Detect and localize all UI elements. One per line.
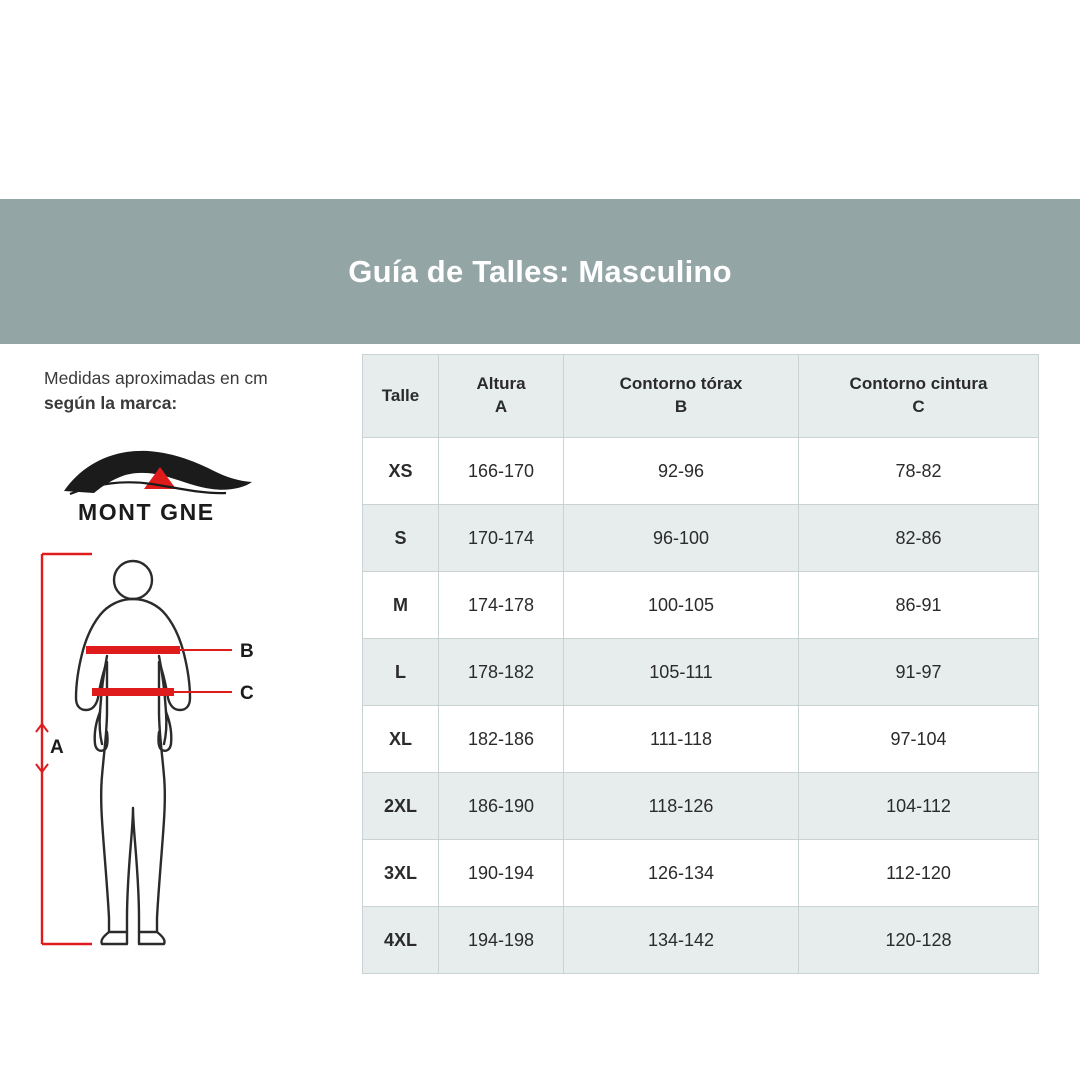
table-row: XL 182-186 111-118 97-104 — [363, 706, 1039, 773]
montagne-logo — [56, 447, 266, 537]
table-row: M 174-178 100-105 86-91 — [363, 572, 1039, 639]
measurement-note — [44, 366, 344, 537]
table-row: 3XL 190-194 126-134 112-120 — [363, 840, 1039, 907]
waist-measure-band — [92, 688, 174, 696]
table-row: S 170-174 96-100 82-86 — [363, 505, 1039, 572]
column-header-contorno-torax: Contorno tórax B — [564, 355, 799, 438]
measurement-note-line-2: según la marca: — [44, 393, 178, 414]
table-header-row — [363, 355, 1039, 438]
column-header-altura: Altura A — [439, 355, 564, 438]
label-a: A — [50, 737, 64, 758]
montagne-wordmark: MONT GNE — [78, 498, 215, 525]
height-bracket — [36, 554, 92, 944]
chest-measure-band — [86, 646, 180, 654]
table-row: L 178-182 105-111 91-97 — [363, 639, 1039, 706]
column-header-contorno-cintura: Contorno cintura C — [799, 355, 1039, 438]
table-row: 4XL 194-198 134-142 120-128 — [363, 907, 1039, 974]
page-title: Guía de Talles: Masculino — [348, 253, 732, 289]
body-figure-svg — [20, 536, 300, 956]
body-measurement-diagram — [20, 536, 300, 956]
size-chart-table — [362, 354, 1038, 974]
measurement-note-line-1: Medidas aproximadas en cm — [44, 368, 268, 388]
table-row: 2XL 186-190 118-126 104-112 — [363, 773, 1039, 840]
page-header-banner — [0, 199, 1080, 344]
column-header-talle: Talle — [363, 355, 439, 438]
label-c: C — [240, 683, 254, 704]
table-row: XS 166-170 92-96 78-82 — [363, 438, 1039, 505]
label-b: B — [240, 641, 254, 662]
